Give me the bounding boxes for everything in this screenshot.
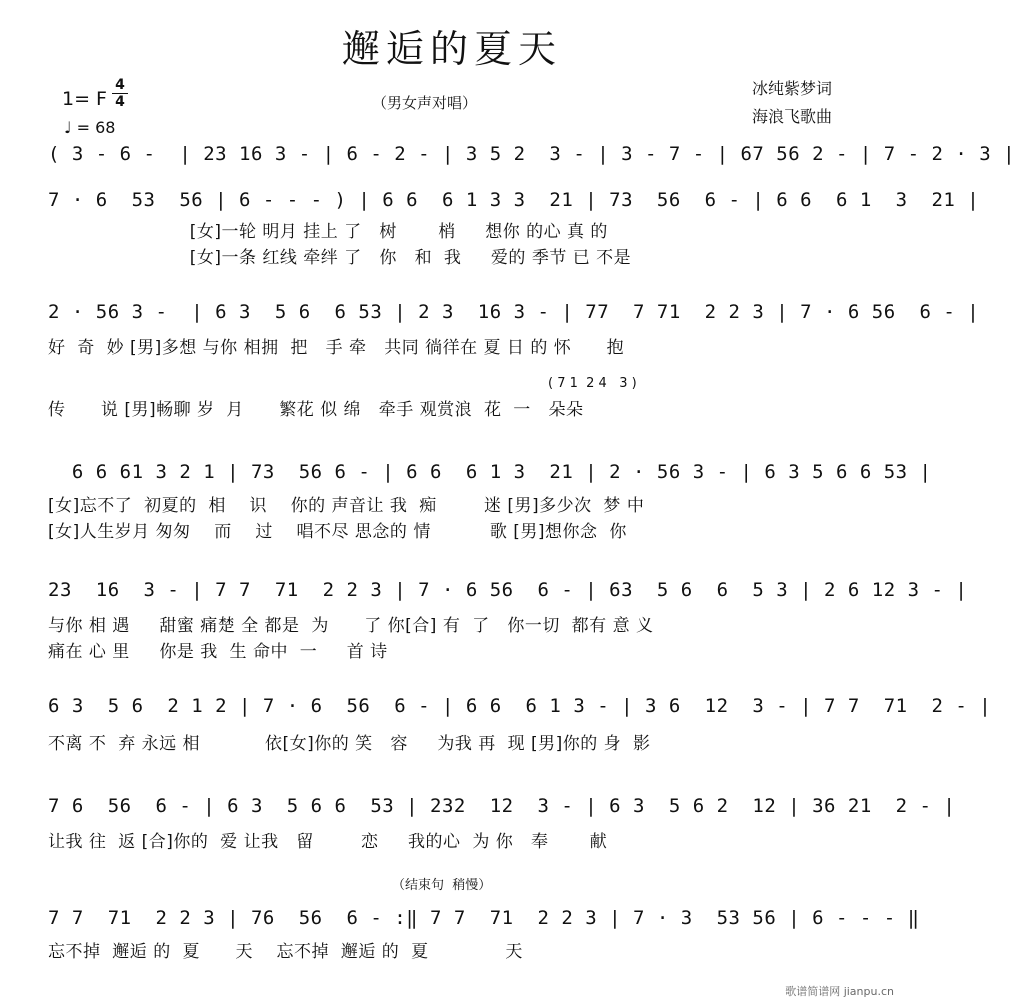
time-signature-bottom: 4	[115, 94, 125, 110]
notation-line-1: ( 3 - 6 - | 23 16 3 - | 6 - 2 - | 3 5 2 3 - | 3 - 7 - | 67 56 2 - | 7 - 2 · 3 |	[48, 143, 1015, 165]
key-signature: 1= F	[62, 88, 107, 110]
watermark: 歌谱简谱网 jianpu.cn	[785, 985, 894, 998]
notation-line-5: 23 16 3 - | 7 7 71 2 2 3 | 7 · 6 56 6 - | 63 5 6 6 5 3 | 2 6 12 3 - |	[48, 579, 968, 601]
subtitle: （男女声对唱）	[372, 94, 478, 112]
notation-line-3: 2 · 56 3 - | 6 3 5 6 6 53 | 2 3 16 3 - | 77 7 71 2 2 3 | 7 · 6 56 6 - |	[48, 301, 980, 323]
lyrics-line-3-verse1: 好 奇 妙 [男]多想 与你 相拥 把 手 牵 共同 徜徉在 夏 日 的 怀 抱	[48, 338, 625, 358]
time-signature-top: 4	[115, 77, 125, 93]
notation-line-7: 7 6 56 6 - | 6 3 5 6 6 53 | 232 12 3 - | 6 3 5 6 2 12 | 36 21 2 - |	[48, 795, 956, 817]
notation-line-6: 6 3 5 6 2 1 2 | 7 · 6 56 6 - | 6 6 6 1 3 - | 3 6 12 3 - | 7 7 71 2 - |	[48, 695, 992, 717]
lyrics-line-4-verse1: [女]忘不了 初夏的 相 识 你的 声音让 我 痴 迷 [男]多少次 梦 中	[48, 496, 645, 516]
lyrics-line-7: 让我 往 返 [合]你的 爱 让我 留 恋 我的心 为 你 奉 献	[48, 832, 608, 852]
lyrics-line-2-verse2: [女]一条 红线 牵绊 了 你 和 我 爱的 季节 已 不是	[48, 248, 632, 268]
composer: 海浪飞歌曲	[752, 107, 833, 126]
notation-line-3-alt: ( 7 1 2 4 3 )	[548, 376, 637, 391]
tempo-mark: ♩ = 68	[64, 118, 116, 137]
page-title: 邂逅的夏天	[341, 27, 562, 71]
lyrics-line-6: 不离 不 弃 永远 相 依[女]你的 笑 容 为我 再 现 [男]你的 身 影	[48, 734, 651, 754]
lyrics-line-5-verse1: 与你 相 遇 甜蜜 痛楚 全 都是 为 了 你[合] 有 了 你一切 都有 意 义	[48, 616, 654, 636]
lyrics-line-8: 忘不掉 邂逅 的 夏 天 忘不掉 邂逅 的 夏 天	[48, 942, 523, 962]
notation-line-4: 6 6 61 3 2 1 | 73 56 6 - | 6 6 6 1 3 21 | 2 · 56 3 - | 6 3 5 6 6 53 |	[48, 461, 932, 483]
notation-line-2: 7 · 6 53 56 | 6 - - - ) | 6 6 6 1 3 3 21 | 73 56 6 - | 6 6 6 1 3 21 |	[48, 189, 980, 211]
lyrics-line-4-verse2: [女]人生岁月 匆匆 而 过 唱不尽 思念的 情 歌 [男]想你念 你	[48, 522, 627, 542]
notation-line-8: 7 7 71 2 2 3 | 76 56 6 - :‖ 7 7 71 2 2 3 | 7 · 3 53 56 | 6 - - - ‖	[48, 907, 920, 929]
lyrics-line-5-verse2: 痛在 心 里 你是 我 生 命中 一 首 诗	[48, 642, 388, 662]
lyrics-line-3-verse2: 传 说 [男]畅聊 岁 月 繁花 似 绵 牵手 观赏浪 花 一 朵朵	[48, 400, 584, 420]
ending-note: （结束句 稍慢）	[392, 878, 492, 893]
lyrics-line-2-verse1: [女]一轮 明月 挂上 了 树 梢 想你 的心 真 的	[48, 222, 608, 242]
lyricist: 冰纯紫梦词	[752, 79, 833, 98]
